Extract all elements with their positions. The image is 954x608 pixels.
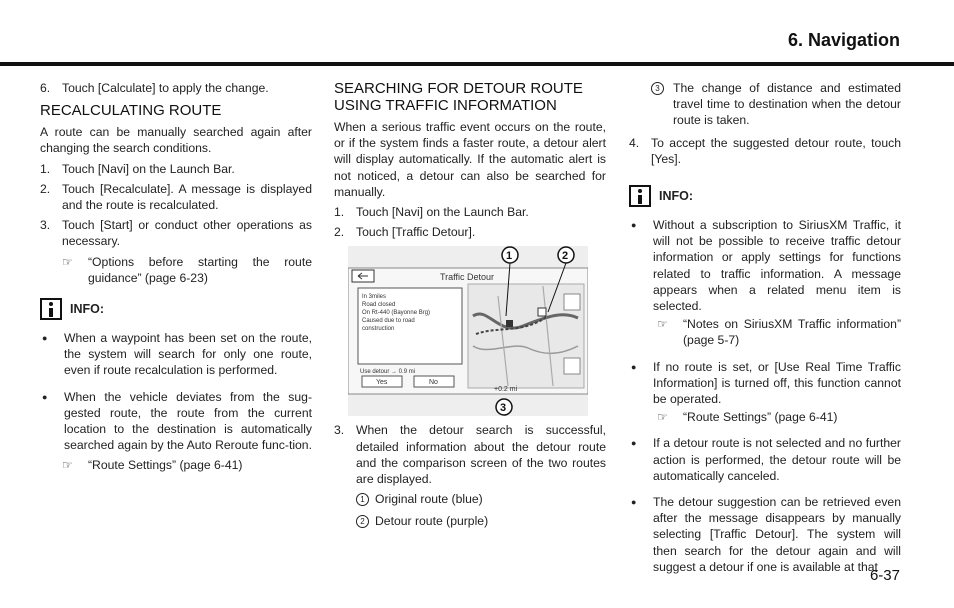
step-1 <box>334 204 606 220</box>
step-text: Touch [Traffic Detour]. <box>356 225 476 240</box>
bullet-dot-icon: ● <box>631 438 637 449</box>
bullet-text: If a detour route is not selected and no further action is performed, the detour route will be automatically canceled. <box>653 436 901 483</box>
step-number: 6. <box>40 81 51 95</box>
step-6 <box>40 80 312 96</box>
step-text: Touch [Start] or conduct other operations as necessary. <box>62 218 312 249</box>
info-bullet <box>40 330 312 379</box>
info-icon <box>40 298 62 320</box>
step-text: Touch [Navi] on the Launch Bar. <box>356 205 529 220</box>
step-number: 1. <box>334 205 345 220</box>
step-number: 2. <box>40 181 51 196</box>
page-reference <box>657 316 901 348</box>
bullet-dot-icon: ● <box>631 220 637 231</box>
column-3 <box>629 80 901 585</box>
intro-paragraph: A route can be manually searched again after changing the search conditions. <box>40 125 312 156</box>
circled-number-icon: 1 <box>356 493 369 506</box>
header-rule <box>0 62 954 66</box>
info-line: Caused due to road <box>362 318 415 325</box>
traffic-detour-screen-figure <box>348 246 588 416</box>
page-number: 6-37 <box>869 567 900 584</box>
step-2 <box>40 181 312 213</box>
step-3 <box>40 217 312 249</box>
step-text: Touch [Calculate] to apply the change. <box>62 81 269 95</box>
page-reference <box>657 409 901 425</box>
legend-item-3 <box>651 80 901 129</box>
section-heading-recalculating: RECALCULATING ROUTE <box>40 102 222 120</box>
no-button-label: No <box>429 379 438 387</box>
reference-text: “Options before starting the route guidance” (page 6-23) <box>88 254 312 285</box>
step-number: 3. <box>334 423 345 438</box>
step-text: Touch [Navi] on the Launch Bar. <box>62 161 235 176</box>
pointing-hand-icon: ☞ <box>657 410 668 425</box>
section-heading-detour: SEARCHING FOR DETOUR ROUTE USING TRAFFIC INFORMATION <box>334 80 583 114</box>
info-header <box>629 185 901 207</box>
step-3 <box>334 422 606 487</box>
circled-number-icon: 2 <box>356 515 369 528</box>
info-icon <box>629 185 651 207</box>
legend-item-2 <box>356 513 606 529</box>
column-1 <box>40 80 312 478</box>
step-text: To accept the suggested detour route, touch [Yes]. <box>651 135 901 166</box>
vehicle-position-icon <box>506 320 513 327</box>
destination-flag-icon <box>538 308 546 316</box>
bullet-dot-icon: ● <box>42 391 48 402</box>
distance-change-text: Use detour → 0.9 mi <box>360 369 416 376</box>
bullet-text: If no route is set, or [Use Real Time Traffic Information] is turned off, this function cannot be operated. <box>653 359 901 407</box>
pointing-hand-icon: ☞ <box>657 317 668 332</box>
bullet-text: The detour suggestion can be retrieved even after the message disappears by manually selecting [Traffic Detour]. The system will then search for the detour again and will suggest a detour if one is available at that <box>653 495 901 574</box>
screen-title: Traffic Detour <box>440 272 495 283</box>
callout-number: 3 <box>500 402 507 415</box>
step-number: 1. <box>40 161 51 176</box>
page-reference <box>62 457 312 473</box>
column-2 <box>334 80 606 536</box>
circled-number-icon: 3 <box>651 82 664 95</box>
info-line: In 3miles <box>362 294 387 301</box>
intro-paragraph: When a serious traffic event occurs on the route, or if the system finds a faster route, a detour alert will display automatically. If the automatic alert is not noticed, a detour can also be searched for manually. <box>334 120 606 199</box>
reference-text: “Notes on SiriusXM Traffic information” (page 5-7) <box>683 317 901 348</box>
step-2 <box>334 224 606 240</box>
zoom-in-button <box>564 294 580 310</box>
info-line: On Rt-440 (Bayonne Brg) <box>362 310 431 317</box>
page-reference <box>62 254 312 286</box>
zoom-out-button <box>564 358 580 374</box>
bullet-text: Without a subscription to SiriusXM Traffic, it will not be possible to receive traffic detour information or apply settings for functions related to traffic information. A message appears when a related menu item is selected. <box>653 218 901 314</box>
step-4 <box>629 135 901 167</box>
callout-number: 1 <box>506 250 513 263</box>
step-text: When the detour search is successful, detailed information about the detour route and the comparison screen of the two routes are displayed. <box>356 423 606 487</box>
legend-text: The change of distance and estimated travel time to destination when the detour route is taken. <box>673 81 901 128</box>
info-bullet <box>629 359 901 408</box>
callout-number: 2 <box>562 250 569 263</box>
yes-button-label: Yes <box>376 379 388 387</box>
bullet-dot-icon: ● <box>631 361 637 372</box>
step-number: 4. <box>629 135 640 150</box>
info-label: INFO: <box>70 301 105 316</box>
step-text: Touch [Recalculate]. A message is displayed and the route is recalculated. <box>62 181 312 213</box>
legend-text: Detour route (purple) <box>375 514 489 529</box>
reference-text: “Route Settings” (page 6-41) <box>683 410 838 425</box>
reference-text: “Route Settings” (page 6-41) <box>88 458 243 473</box>
info-bullet <box>629 435 901 484</box>
map-scale-text: +0.2 mi <box>494 386 518 394</box>
legend-text: Original route (blue) <box>375 492 483 507</box>
pointing-hand-icon: ☞ <box>62 458 73 473</box>
bullet-dot-icon: ● <box>42 333 48 344</box>
page-header-title: 6. Navigation <box>787 30 900 50</box>
info-line: construction <box>362 326 395 333</box>
info-bullet <box>629 217 901 314</box>
bullet-text: When the vehicle deviates from the sug-gested route, the route from the current location to the destination is automatically searched again by the Auto Reroute func-tion. <box>64 389 312 453</box>
info-line: Road closed <box>362 302 396 309</box>
legend-item-1 <box>356 491 606 507</box>
info-bullet <box>40 389 312 454</box>
info-label: INFO: <box>659 188 694 203</box>
step-number: 2. <box>334 225 345 240</box>
legend-mark <box>651 80 673 129</box>
pointing-hand-icon: ☞ <box>62 254 73 269</box>
bullet-dot-icon: ● <box>631 497 637 508</box>
info-header <box>40 298 312 320</box>
info-bullet <box>629 494 901 575</box>
bullet-text: When a waypoint has been set on the route, the system will search for only one route, even if route recalculation is performed. <box>64 331 312 378</box>
step-1 <box>40 161 312 177</box>
traffic-detour-screen <box>348 246 588 416</box>
step-number: 3. <box>40 218 51 233</box>
